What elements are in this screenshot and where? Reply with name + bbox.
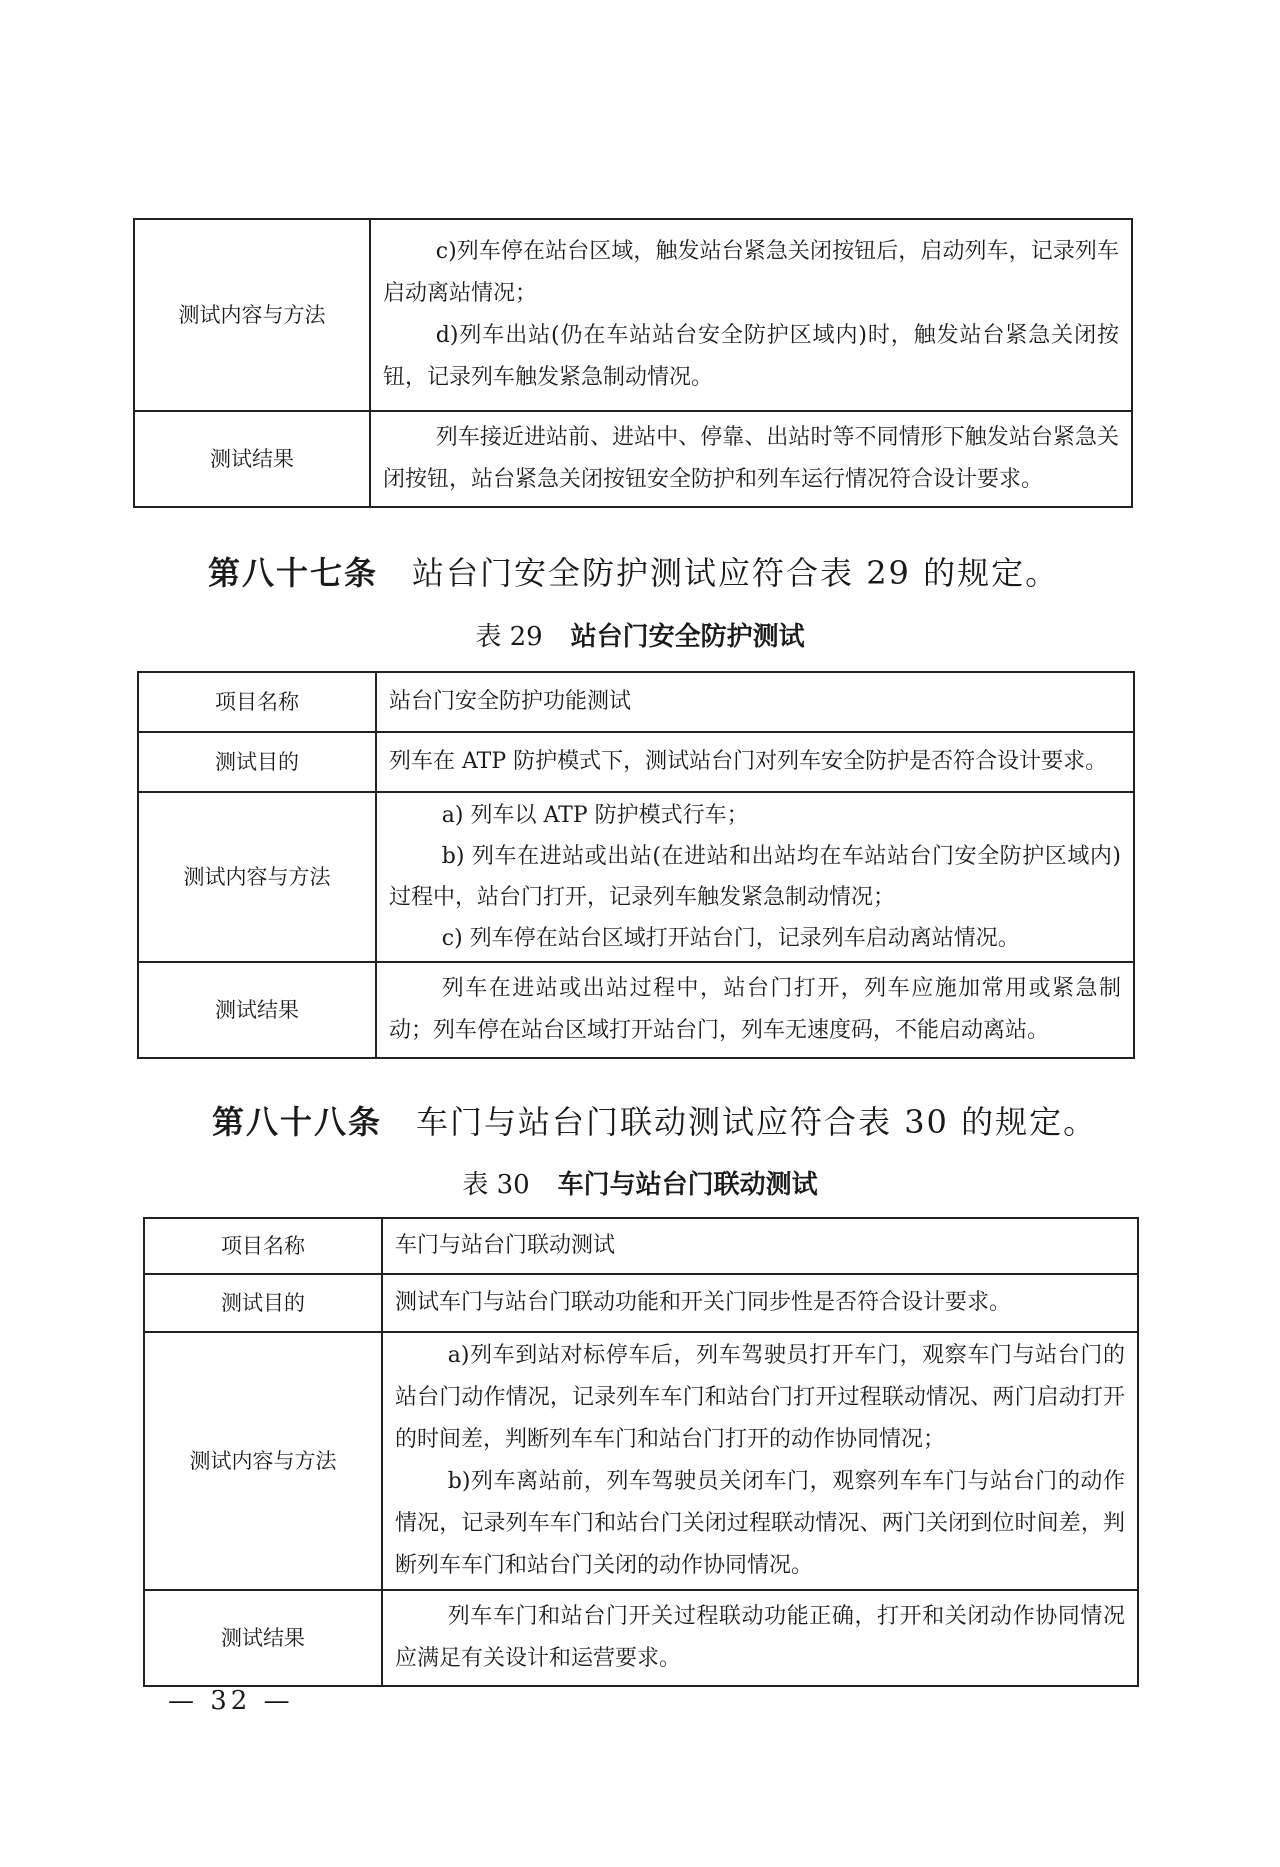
article-number: 第八十八条 xyxy=(212,1103,383,1141)
table-caption xyxy=(0,616,1280,653)
row-label: 测试内容与方法 xyxy=(144,1332,382,1590)
paragraph: 测试车门与站台门联动功能和开关门同步性是否符合设计要求。 xyxy=(395,1290,1012,1315)
table-top-continuation xyxy=(133,218,1133,508)
table-row xyxy=(138,732,1134,792)
page-number: — 32 — xyxy=(168,1686,294,1716)
article-heading xyxy=(212,1097,1097,1143)
caption-number: 表 29 xyxy=(475,622,543,652)
paragraph: 车门与站台门联动测试 xyxy=(395,1233,616,1258)
table-row xyxy=(138,962,1134,1058)
paragraph: 列车在 ATP 防护模式下，测试站台门对列车安全防护是否符合设计要求。 xyxy=(389,749,1108,774)
row-content xyxy=(376,732,1134,792)
row-label: 测试目的 xyxy=(144,1274,382,1332)
row-label: 测试目的 xyxy=(138,732,376,792)
article-text: 站台门安全防护测试应符合表 29 的规定。 xyxy=(412,554,1060,592)
row-label: 测试结果 xyxy=(134,411,370,507)
row-content xyxy=(376,962,1134,1058)
caption-title: 车门与站台门联动测试 xyxy=(557,1170,818,1200)
table-29 xyxy=(137,671,1135,1059)
paragraph: 列车车门和站台门开关过程联动功能正确，打开和关闭动作协同情况应满足有关设计和运营要求。 xyxy=(395,1604,1125,1671)
table-30 xyxy=(143,1217,1139,1687)
paragraph: 站台门安全防护功能测试 xyxy=(389,689,632,714)
row-content xyxy=(376,672,1134,732)
table-caption xyxy=(0,1164,1280,1201)
paragraph: a) 列车以 ATP 防护模式行车； xyxy=(441,803,749,828)
row-content xyxy=(376,792,1134,962)
paragraph: b)列车离站前，列车驾驶员关闭车门，观察列车车门与站台门的动作情况，记录列车车门和站台门关闭过程联动情况、两门关闭到位时间差，判断列车车门和站台门关闭的动作协同情况。 xyxy=(395,1469,1125,1578)
row-content xyxy=(370,411,1132,507)
table-row xyxy=(144,1590,1138,1686)
row-content xyxy=(382,1332,1138,1590)
table-row xyxy=(134,411,1132,507)
table-row xyxy=(144,1218,1138,1274)
article-heading xyxy=(208,548,1059,594)
caption-number: 表 30 xyxy=(462,1170,530,1200)
paragraph: c)列车停在站台区域，触发站台紧急关闭按钮后，启动列车，记录列车启动离站情况； xyxy=(383,239,1119,306)
row-label: 项目名称 xyxy=(144,1218,382,1274)
row-content xyxy=(382,1218,1138,1274)
paragraph: 列车在进站或出站过程中，站台门打开，列车应施加常用或紧急制动；列车停在站台区域打开站台门，列车无速度码，不能启动离站。 xyxy=(389,976,1121,1043)
row-label: 测试内容与方法 xyxy=(138,792,376,962)
table-row xyxy=(144,1274,1138,1332)
table-row xyxy=(138,792,1134,962)
paragraph: 列车接近进站前、进站中、停靠、出站时等不同情形下触发站台紧急关闭按钮，站台紧急关闭按钮安全防护和列车运行情况符合设计要求。 xyxy=(383,425,1119,492)
paragraph: a)列车到站对标停车后，列车驾驶员打开车门，观察车门与站台门的站台门动作情况，记录列车车门和站台门打开过程联动情况、两门启动打开的时间差，判断列车车门和站台门打开的动作协同情况； xyxy=(395,1343,1125,1452)
article-text: 车门与站台门联动测试应符合表 30 的规定。 xyxy=(416,1103,1098,1141)
row-label: 测试结果 xyxy=(144,1590,382,1686)
row-label: 测试结果 xyxy=(138,962,376,1058)
paragraph: c) 列车停在站台区域打开站台门，记录列车启动离站情况。 xyxy=(441,926,1020,951)
table-row xyxy=(144,1332,1138,1590)
row-label: 测试内容与方法 xyxy=(134,219,370,411)
row-label: 项目名称 xyxy=(138,672,376,732)
row-content xyxy=(370,219,1132,411)
table-row xyxy=(138,672,1134,732)
row-content xyxy=(382,1274,1138,1332)
paragraph: d)列车出站(仍在车站站台安全防护区域内)时，触发站台紧急关闭按钮，记录列车触发紧急制动情况。 xyxy=(383,323,1119,390)
table-row xyxy=(134,219,1132,411)
article-number: 第八十七条 xyxy=(208,554,379,592)
paragraph: b) 列车在进站或出站(在进站和出站均在车站站台门安全防护区域内)过程中，站台门打开，记录列车触发紧急制动情况； xyxy=(389,844,1121,910)
row-content xyxy=(382,1590,1138,1686)
caption-title: 站台门安全防护测试 xyxy=(570,622,805,652)
